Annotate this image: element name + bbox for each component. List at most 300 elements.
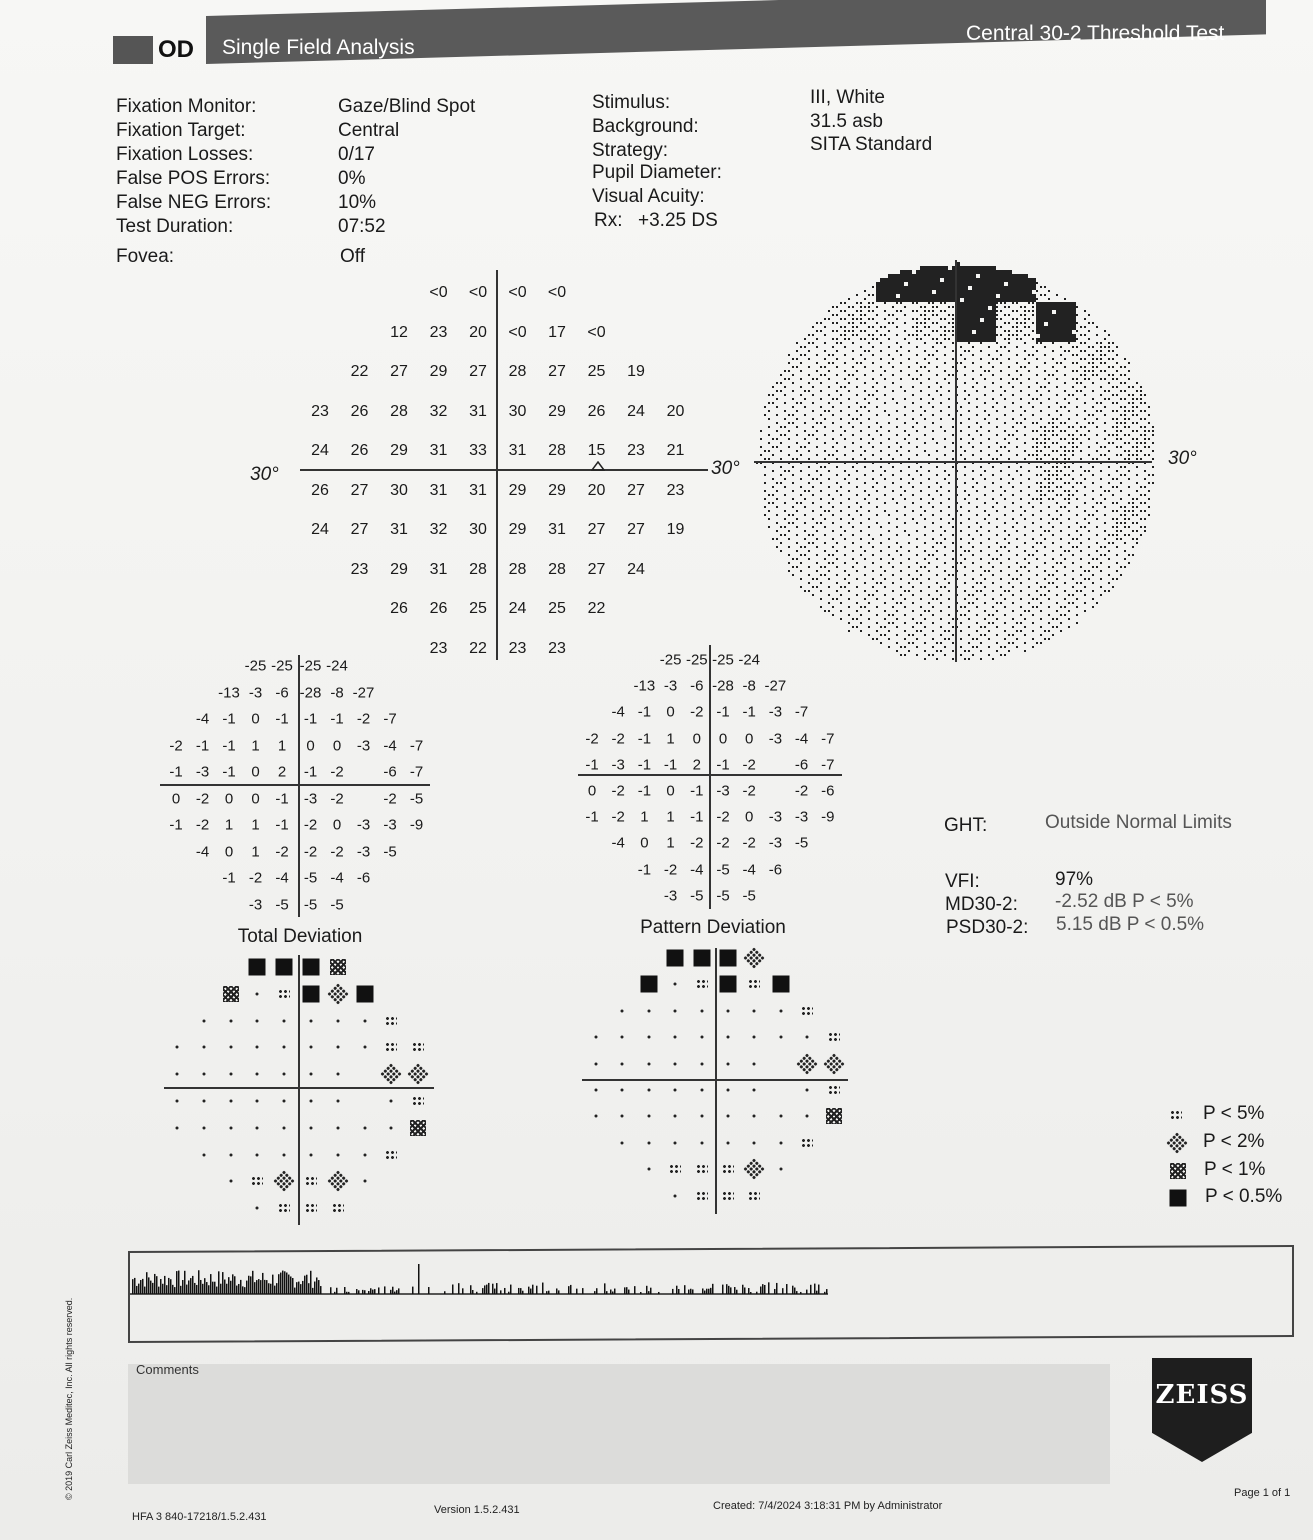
threshold-value: 23	[429, 323, 448, 341]
gaze-bar	[234, 1276, 236, 1294]
gaze-bar	[150, 1281, 152, 1294]
gaze-bar	[748, 1288, 750, 1294]
td-value: -2	[303, 816, 318, 834]
td-prob-symbol-dot	[336, 1126, 339, 1129]
pd-prob-symbol-dot	[621, 1036, 624, 1039]
pd-prob-symbol-dot	[621, 1009, 624, 1012]
pd-value: -5	[716, 887, 730, 905]
pd-prob-symbol-dot	[647, 1115, 650, 1118]
grayscale-map	[752, 258, 1164, 668]
gaze-bar	[472, 1290, 474, 1294]
pd-value: -2	[716, 834, 730, 852]
gaze-bar	[756, 1292, 758, 1294]
gaze-bar	[272, 1275, 274, 1294]
gaze-bar	[176, 1271, 178, 1294]
td-value: -1	[303, 763, 318, 781]
td-prob-symbol-p1	[223, 986, 239, 1002]
gaze-bar	[730, 1287, 732, 1294]
pd-prob-symbol-p5	[748, 1191, 760, 1201]
threshold-value: 27	[627, 481, 645, 499]
pd-prob-symbol-dot	[753, 1036, 756, 1039]
pd-value: 0	[718, 730, 728, 748]
threshold-value: 27	[469, 363, 487, 380]
gaze-bar	[172, 1285, 174, 1294]
td-prob-symbol-p5	[251, 1176, 263, 1186]
threshold-value: 22	[350, 363, 369, 380]
pd-prob-symbol-dot	[700, 1009, 703, 1012]
td-value: -3	[356, 843, 371, 860]
gaze-bar	[144, 1287, 146, 1294]
threshold-value: 29	[548, 481, 566, 499]
td-value: -2	[303, 843, 318, 860]
eye-marker-box	[113, 36, 153, 64]
gaze-bar	[148, 1277, 150, 1294]
td-prob-symbol-dot	[256, 1100, 259, 1103]
pd-prob-symbol-dot	[700, 1036, 703, 1039]
td-value: 0	[332, 737, 342, 754]
pd-prob-symbol-p5	[748, 979, 760, 989]
td-value: 0	[251, 763, 260, 781]
pd-value: -2	[611, 808, 625, 826]
pd-prob-symbol-dot	[779, 1009, 782, 1012]
legend-label: P < 2%	[1203, 1131, 1265, 1152]
gaze-bar	[262, 1273, 264, 1294]
gaze-bar	[200, 1280, 202, 1294]
pd-value: 1	[640, 808, 649, 826]
td-value: -6	[275, 684, 289, 701]
td-horizontal-axis	[160, 784, 430, 786]
td-value: -1	[222, 737, 236, 754]
gaze-bar	[212, 1282, 214, 1294]
td-value: -1	[195, 737, 210, 754]
threshold-vertical-axis	[496, 270, 498, 660]
pd-value: -1	[690, 808, 704, 826]
threshold-value: 24	[627, 560, 645, 578]
td-prob-symbol-dot	[283, 1153, 286, 1156]
pd-value: -9	[821, 808, 835, 826]
gaze-bar	[818, 1285, 820, 1294]
gaze-bar	[306, 1275, 308, 1294]
td-prob-symbol-dot	[229, 1180, 232, 1183]
gaze-bar	[520, 1288, 522, 1294]
pd-value: -5	[742, 887, 756, 905]
td-value: 0	[251, 710, 260, 728]
gaze-bar	[800, 1292, 802, 1294]
td-value: -1	[169, 763, 183, 781]
threshold-value: 26	[350, 402, 369, 420]
pd-value: -1	[742, 703, 756, 721]
threshold-value: 23	[311, 402, 329, 420]
param-label: Visual Acuity:	[592, 186, 705, 207]
gaze-bar	[146, 1272, 148, 1294]
td-prob-symbol-dot	[256, 1153, 259, 1156]
gaze-bar	[396, 1290, 398, 1294]
stat-label: MD30-2:	[945, 894, 1018, 915]
gaze-bar	[344, 1287, 346, 1294]
pd-value: 1	[666, 808, 675, 826]
gaze-bar	[158, 1287, 160, 1294]
gaze-bar	[412, 1287, 414, 1294]
td-value: 0	[306, 737, 315, 754]
ght-value: Outside Normal Limits	[1045, 812, 1232, 833]
gaze-bar	[266, 1280, 268, 1294]
pd-value: -2	[585, 730, 599, 748]
td-value: -3	[356, 737, 371, 754]
pd-value: -7	[821, 756, 835, 774]
footer-device: HFA 3 840-17218/1.5.2.431	[132, 1511, 267, 1523]
gaze-bar	[648, 1291, 650, 1294]
pd-prob-symbol-p5	[828, 1032, 840, 1042]
gaze-bar	[614, 1289, 616, 1294]
threshold-value: 24	[508, 600, 527, 617]
td-value: -5	[303, 896, 318, 913]
pd-prob-symbol-dot	[700, 1115, 703, 1118]
pd-value: -2	[611, 730, 625, 748]
gaze-bar	[240, 1280, 242, 1294]
gaze-bar	[316, 1277, 318, 1294]
gaze-bar	[606, 1291, 608, 1294]
gaze-bar	[384, 1286, 386, 1294]
threshold-value: 29	[508, 521, 527, 538]
gaze-bar	[204, 1278, 206, 1294]
td-prob-symbol-dot	[202, 1019, 205, 1022]
threshold-value: 31	[429, 560, 448, 578]
pd-prob-symbol-p5	[801, 1138, 813, 1148]
pd-value: -4	[742, 861, 756, 879]
td-prob-symbol-p5	[305, 1176, 317, 1186]
threshold-value: 22	[469, 639, 487, 657]
threshold-value: <0	[429, 284, 448, 301]
gaze-bar	[672, 1289, 674, 1294]
tdp-vertical-axis	[298, 955, 300, 1225]
td-prob-symbol-dot	[310, 1100, 313, 1103]
gaze-bar	[796, 1291, 798, 1294]
pd-prob-symbol-p5	[722, 1164, 734, 1174]
pd-value: -6	[794, 756, 809, 774]
gaze-bar	[244, 1287, 246, 1294]
pd-prob-symbol-dot	[806, 1089, 809, 1092]
threshold-value: 23	[666, 481, 685, 499]
gaze-bar	[226, 1284, 228, 1294]
gaze-bar	[452, 1284, 454, 1294]
pd-value: -1	[585, 808, 599, 826]
pd-value: -2	[742, 756, 756, 774]
pd-prob-symbol-p05	[667, 950, 684, 967]
threshold-value: 27	[390, 363, 408, 380]
gaze-bar	[264, 1280, 266, 1294]
gaze-bar	[282, 1271, 284, 1294]
param-value: 10%	[338, 192, 377, 213]
pd-value: -1	[637, 703, 652, 721]
td-vertical-axis	[298, 655, 300, 917]
param-value: 0%	[338, 168, 366, 189]
gaze-bar	[136, 1286, 138, 1294]
gaze-bar	[530, 1289, 532, 1294]
param-label: Stimulus:	[592, 92, 671, 113]
degree-label: 30°	[250, 464, 279, 485]
comments-label: Comments	[136, 1362, 199, 1377]
param-label: Fovea:	[116, 246, 175, 267]
threshold-value: 22	[587, 600, 606, 617]
gaze-bar	[368, 1291, 370, 1294]
gaze-bar	[522, 1291, 524, 1294]
td-value: -25	[271, 657, 293, 675]
pd-value: 0	[666, 703, 675, 721]
td-value: -25	[299, 657, 322, 675]
gaze-bar	[726, 1284, 728, 1294]
gaze-bar	[286, 1273, 288, 1294]
gaze-bar	[374, 1289, 376, 1294]
pd-prob-symbol-p05	[720, 976, 737, 993]
pd-prob-symbol-p5	[696, 1164, 708, 1174]
pd-vertical-axis	[709, 645, 711, 909]
threshold-value: 28	[548, 442, 566, 459]
gaze-bar	[628, 1290, 630, 1294]
gaze-bar	[222, 1272, 224, 1294]
gaze-bar	[138, 1284, 140, 1294]
zeiss-logo-text: ZEISS	[1155, 1380, 1249, 1410]
pd-value: 0	[640, 834, 649, 852]
footer-page: Page 1 of 1	[1234, 1487, 1291, 1499]
td-value: -1	[222, 710, 236, 728]
pd-value: -5	[716, 861, 730, 879]
td-prob-symbol-dot	[229, 1100, 232, 1103]
gaze-bar	[378, 1287, 380, 1294]
gaze-bar	[634, 1286, 636, 1294]
gaze-bar	[206, 1282, 208, 1294]
gaze-bar	[488, 1283, 490, 1294]
td-prob-symbol-dot	[229, 1153, 232, 1156]
threshold-value: 31	[429, 442, 448, 459]
td-prob-symbol-dot	[229, 1019, 232, 1022]
threshold-value: 25	[548, 600, 566, 617]
td-prob-symbol-p05	[276, 959, 293, 976]
gaze-bar	[504, 1288, 506, 1294]
param-label: False POS Errors:	[116, 168, 271, 189]
threshold-value: 27	[627, 521, 645, 538]
pd-prob-symbol-dot	[727, 1115, 730, 1118]
pd-value: -28	[712, 677, 734, 695]
td-prob-symbol-dot	[283, 1100, 286, 1103]
stat-label: VFI:	[945, 871, 980, 892]
pd-prob-symbol-dot	[727, 1009, 730, 1012]
pd-value: -1	[585, 756, 599, 774]
td-prob-symbol-dot	[256, 992, 259, 995]
gaze-bar	[462, 1288, 464, 1294]
threshold-value: 12	[390, 323, 408, 341]
threshold-value: <0	[508, 284, 527, 301]
gaze-bar	[824, 1292, 826, 1294]
gaze-bar	[224, 1280, 226, 1294]
pd-prob-symbol-dot	[674, 1062, 677, 1065]
threshold-value: 31	[508, 442, 527, 459]
td-value: -5	[303, 869, 318, 887]
legend-p5-icon	[1170, 1110, 1182, 1120]
td-prob-symbol-dot	[256, 1126, 259, 1129]
gaze-bar	[362, 1290, 364, 1294]
td-prob-symbol-dot	[363, 1126, 366, 1129]
threshold-value: 33	[469, 442, 487, 459]
td-prob-symbol-dot	[363, 1180, 366, 1183]
pd-prob-symbol-p5	[696, 979, 708, 989]
pd-value: -27	[764, 677, 787, 695]
threshold-value: 19	[627, 363, 645, 380]
pd-prob-symbol-p5	[828, 1085, 840, 1095]
gaze-bar	[734, 1287, 736, 1294]
pdp-vertical-axis	[715, 948, 717, 1214]
gaze-bar	[640, 1292, 642, 1294]
threshold-value: 24	[311, 521, 329, 538]
gaze-bar	[278, 1274, 280, 1294]
td-value: -1	[275, 790, 289, 807]
gaze-bar	[346, 1292, 348, 1294]
td-prob-symbol-p5	[305, 1203, 317, 1213]
pd-value: -3	[611, 756, 625, 774]
gaze-bar	[768, 1282, 770, 1294]
gaze-bar	[428, 1287, 430, 1294]
td-prob-symbol-dot	[202, 1126, 205, 1129]
pd-value: -25	[685, 651, 708, 669]
test-name: Central 30-2 Threshold Test	[966, 22, 1225, 45]
td-prob-symbol-dot	[310, 1153, 313, 1156]
pd-prob-symbol-dot	[674, 1009, 677, 1012]
td-value: -8	[330, 684, 344, 701]
pd-prob-symbol-dot	[595, 1089, 598, 1092]
td-prob-symbol-p5	[412, 1096, 424, 1106]
pd-value: -1	[637, 756, 652, 774]
param-value: III, White	[810, 87, 885, 108]
pd-value: -4	[690, 861, 704, 879]
gaze-bar	[814, 1284, 816, 1294]
gaze-bar	[688, 1290, 690, 1294]
gaze-bar	[254, 1282, 256, 1294]
pd-prob-symbol-dot	[779, 1168, 782, 1171]
td-prob-symbol-p1	[410, 1120, 426, 1136]
pd-value: -1	[637, 861, 652, 879]
pd-value: 0	[692, 730, 701, 748]
gaze-bar	[154, 1274, 156, 1294]
td-value: 2	[277, 763, 287, 781]
td-value: -4	[275, 869, 289, 887]
gaze-bar	[736, 1290, 738, 1294]
gaze-bar	[300, 1284, 302, 1294]
threshold-value: 26	[350, 442, 369, 459]
td-value: -2	[330, 763, 344, 781]
gaze-bar	[248, 1276, 250, 1294]
td-value: -7	[383, 710, 397, 728]
pd-prob-symbol-dot	[595, 1062, 598, 1065]
gaze-bar	[612, 1291, 614, 1294]
gaze-bar	[558, 1290, 560, 1294]
pd-value: -5	[794, 834, 809, 852]
gaze-bar	[704, 1291, 706, 1294]
pd-prob-symbol-dot	[674, 1194, 677, 1197]
pd-prob-symbol-dot	[727, 1141, 730, 1144]
gaze-bar	[444, 1291, 446, 1294]
td-prob-symbol-dot	[229, 1126, 232, 1129]
pd-value: -4	[611, 703, 625, 721]
pd-value: -2	[742, 834, 756, 852]
gaze-bar	[284, 1271, 286, 1294]
td-value: 0	[332, 816, 342, 834]
pd-value: 2	[692, 756, 701, 774]
gaze-bar	[258, 1279, 260, 1294]
param-label: Rx:	[594, 210, 623, 231]
threshold-value: 27	[350, 521, 369, 538]
td-prob-symbol-dot	[176, 1100, 179, 1103]
threshold-value: 28	[508, 363, 527, 380]
pd-value: -2	[794, 782, 809, 800]
pd-value: -3	[768, 730, 783, 748]
td-value: -27	[352, 684, 375, 701]
td-prob-symbol-dot	[336, 1100, 339, 1103]
degree-label: 30°	[1168, 448, 1197, 469]
gaze-bar	[164, 1276, 166, 1294]
gaze-bar	[196, 1285, 198, 1294]
pd-prob-symbol-dot	[647, 1009, 650, 1012]
td-value: -6	[383, 763, 397, 781]
pd-prob-symbol-p5	[696, 1191, 708, 1201]
gaze-bar	[486, 1285, 488, 1294]
gaze-bar	[536, 1286, 538, 1294]
pd-prob-symbol-dot	[621, 1141, 624, 1144]
gaze-bar	[706, 1289, 708, 1294]
gaze-bar	[744, 1287, 746, 1294]
pd-prob-symbol-dot	[647, 1062, 650, 1065]
td-prob-symbol-dot	[336, 1046, 339, 1049]
pd-value: -13	[633, 677, 656, 695]
gaze-bar	[500, 1290, 502, 1294]
td-prob-symbol-dot	[310, 1126, 313, 1129]
td-value: -2	[275, 843, 289, 860]
threshold-value: 31	[469, 481, 487, 499]
td-value: 0	[171, 790, 181, 807]
threshold-value: <0	[468, 284, 488, 301]
gaze-bar	[482, 1288, 484, 1294]
gaze-bar	[762, 1284, 764, 1294]
gaze-bar	[624, 1287, 626, 1294]
pd-prob-symbol-p05	[693, 950, 710, 967]
gaze-bar	[582, 1288, 584, 1294]
gaze-bar	[160, 1279, 162, 1294]
pd-value: -7	[821, 730, 835, 748]
gaze-bar	[256, 1280, 258, 1294]
td-value: -1	[169, 816, 183, 834]
pd-prob-symbol-p5	[722, 1191, 734, 1201]
td-value: -7	[409, 763, 424, 781]
pd-prob-symbol-dot	[753, 1089, 756, 1092]
gaze-bar	[774, 1289, 776, 1294]
td-prob-symbol-dot	[363, 1046, 366, 1049]
pd-prob-symbol-dot	[674, 1089, 677, 1092]
gaze-bar	[492, 1284, 494, 1294]
td-prob-symbol-p5	[278, 1203, 290, 1213]
gaze-bar	[398, 1288, 400, 1294]
pd-prob-symbol-dot	[779, 1115, 782, 1118]
gaze-bar	[764, 1285, 766, 1294]
gaze-bar	[826, 1289, 828, 1294]
pd-value: -3	[794, 808, 809, 826]
gaze-bar	[220, 1284, 222, 1294]
pd-value: 1	[666, 834, 675, 852]
param-value: +3.25 DS	[638, 210, 718, 231]
gaze-bar	[208, 1285, 210, 1294]
td-prob-symbol-dot	[390, 1100, 393, 1103]
param-label: Strategy:	[592, 140, 669, 161]
pd-prob-symbol-dot	[753, 1141, 756, 1144]
threshold-value: 29	[390, 560, 408, 578]
td-prob-symbol-dot	[202, 1153, 205, 1156]
